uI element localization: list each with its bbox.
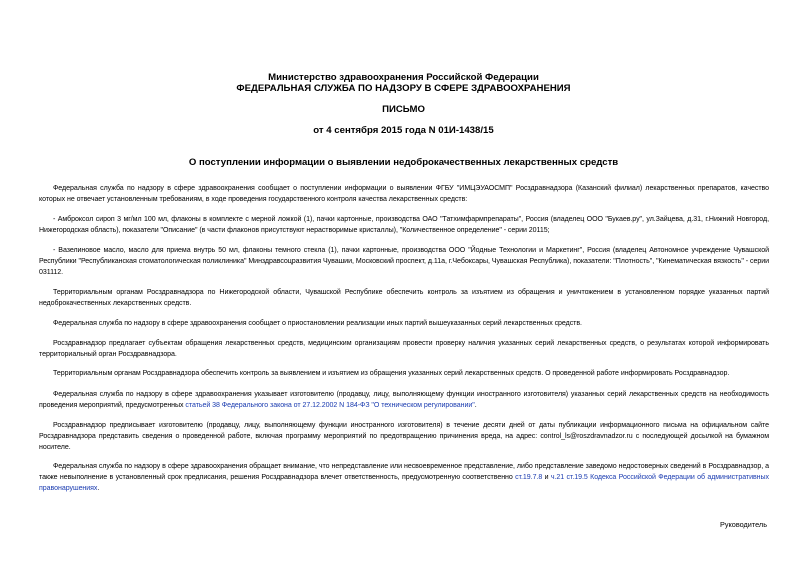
law-184-fz-article-38-link[interactable]: статьей 38 Федерального закона от 27.12.2002 N 184-ФЗ "О техническом регулировании" xyxy=(185,402,475,409)
paragraph-liability xyxy=(39,461,769,494)
paragraph-item-vaseline-oil: - Вазелиновое масло, масло для приема внутрь 50 мл, флаконы темного стекла (1), пачки картонные, производства ООО "Йодные Технологии и Маркетинг", Россия (владелец Автономное учреждение Чувашской Республики "Республиканская стоматологическая поликлиника" Минздравсоцразвития Чувашии, Московский проспект, д.11а, г.Чебоксары, Чувашская Республика), показатели: "Плотность", "Кинематическая вязкость" - серии 031112. xyxy=(39,247,769,276)
paragraph-liability-end: . xyxy=(97,485,100,492)
ministry-title: Министерство здравоохранения Российской Федерации xyxy=(268,72,539,83)
article-19-7-8-link[interactable]: ст.19.7.8 xyxy=(515,474,543,481)
paragraph-manufacturer-notice-end: . xyxy=(474,402,477,409)
paragraph-suspension: Федеральная служба по надзору в сфере здравоохранения сообщает о приостановлении реализации иных партий вышеуказанных серий лекарственных средств. xyxy=(53,320,582,327)
paragraph-territorial-control: Территориальным органам Росздравнадзора по Нижегородской области, Чувашской Республике обеспечить контроль за изъятием из обращения и уничтожением в установленном порядке указанных партий недоброкачественных лекарственных средств. xyxy=(39,289,769,307)
paragraph-identification-control: Территориальным органам Росздравнадзора обеспечить контроль за выявлением и изъятием из обращения указанных серий лекарственных средств. О проведенной работе информировать Росздравнадзор. xyxy=(53,370,730,377)
paragraph-inspection-offer: Росздравнадзор предлагает субъектам обращения лекарственных средств, медицинским организациям провести проверку наличия указанных серий лекарственных средств, о результатах которой информировать территориальный орган Росздравнадзора. xyxy=(39,340,769,358)
document-subject: О поступлении информации о выявлении недоброкачественных лекарственных средств xyxy=(188,157,619,168)
paragraph-item-ambroxol: - Амброксол сироп 3 мг/мл 100 мл, флаконы в комплекте с мерной ложкой (1), пачки картонные, производства ОАО "Татхимфармпрепараты", Россия (владелец ООО "Букаев.ру", ул.Зайцева, д.31, г.Нижний Новгород, Нижегородская область), показатели "Описание" (в части флаконов присутствуют нерастворимые кристаллы), "Количественное определение" - серии 20115; xyxy=(39,216,769,234)
koap-article-19-5-link[interactable]: ч.21 ст.19.5 Кодекса Российской Федерации об административных правонарушениях xyxy=(39,474,769,492)
service-title: ФЕДЕРАЛЬНАЯ СЛУЖБА ПО НАДЗОРУ В СФЕРЕ ЗДРАВООХРАНЕНИЯ xyxy=(236,83,571,94)
paragraph-liability-conjunction: и xyxy=(542,474,551,481)
document-type: ПИСЬМО xyxy=(382,104,425,115)
document-date-number: от 4 сентября 2015 года N 01И-1438/15 xyxy=(313,125,494,136)
signature-title: Руководитель xyxy=(719,520,767,529)
paragraph-manufacturer-notice-text: Федеральная служба по надзору в сфере здравоохранения указывает изготовителю (продавцу, лицу, выполняющему функции иностранного изготовителя) указанных серий лекарственных средств на необходимость проведения мероприятий, предусмотренных xyxy=(39,391,769,409)
paragraph-liability-text: Федеральная служба по надзору в сфере здравоохранения обращает внимание, что непредставление или несвоевременное представление, либо представление заведомо недостоверных сведений в Росздравнадзор, а также невыполнение в установленный срок предписания, решения Росздравнадзора влечет ответственность, предусмотренную соответственно xyxy=(39,463,769,481)
paragraph-manufacturer-notice xyxy=(39,389,769,411)
paragraph-prescription: Росздравнадзор предписывает изготовителю (продавцу, лицу, выполняющему функции иностранного изготовителя) в течение десяти дней от даты публикации информационного письма на официальном сайте Росздравнадзора представить сведения о проведенной работе, включая программу мероприятий по предотвращению причинения вреда, на адрес: control_ls@roszdravnadzor.ru с последующей досылкой на бумажном носителе. xyxy=(39,422,769,451)
paragraph-intro: Федеральная служба по надзору в сфере здравоохранения сообщает о поступлении информации о выявлении ФГБУ "ИМЦЭУАОСМП" Росздравнадзора (Казанский филиал) лекарственных препаратов, качество которых не отвечает установленным требованиям, в ходе проведения государственного контроля качества лекарственных средств: xyxy=(39,185,769,203)
